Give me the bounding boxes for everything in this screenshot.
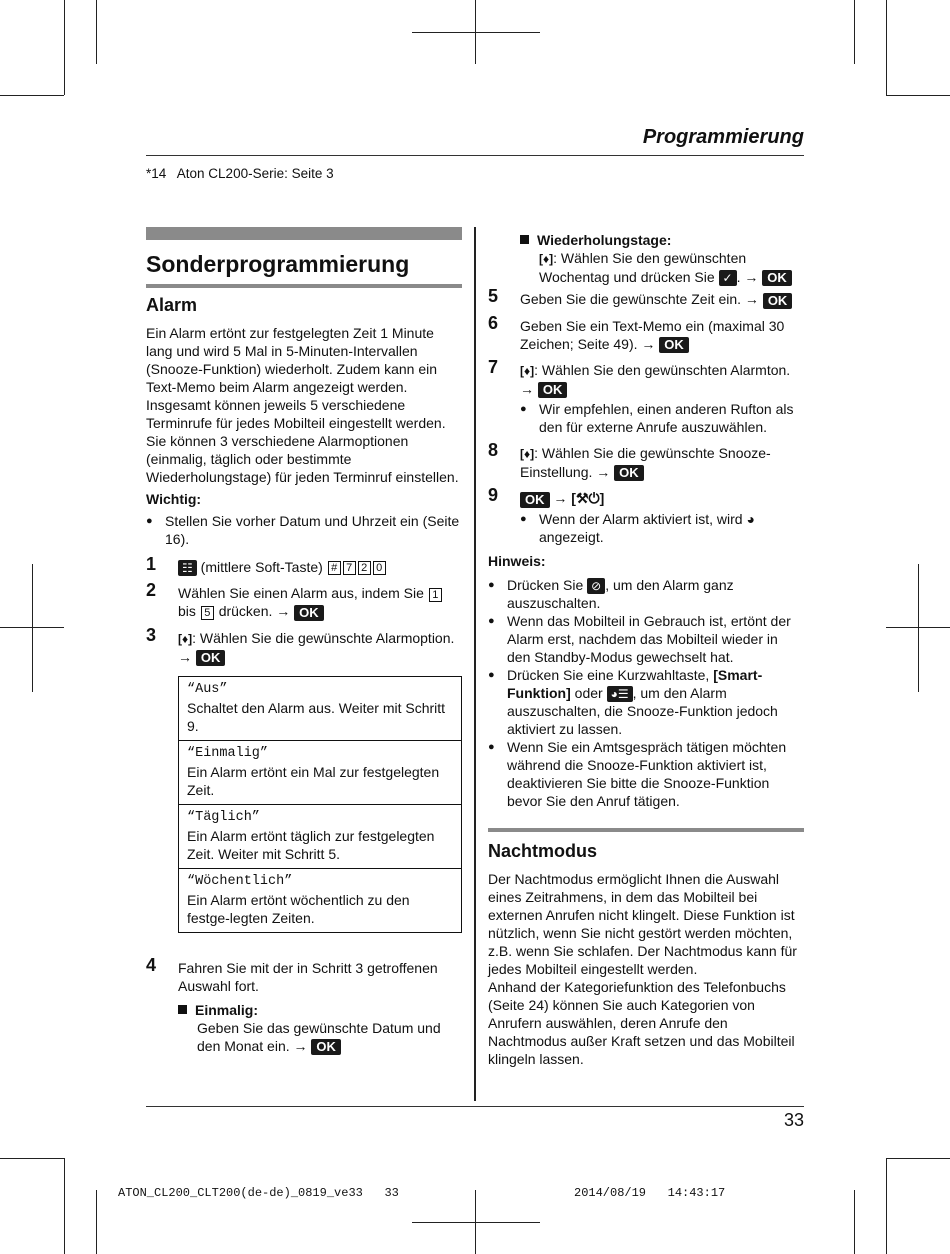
sub-option-label: Wiederholungstage: <box>520 231 804 249</box>
ok-icon: OK <box>196 650 226 666</box>
alarm-intro: Ein Alarm ertönt zur festgelegten Zeit 1 Minute lang und wird 5 Mal in 5-Minuten-Intervallen (Snooze-Funktion) wiederholt. Zudem kann ein Text-Memo beim Alarm angezeigt werden. Insgesamt können jeweils 5 verschiedene Terminrufe für jedes Mobilteil eingestellt werden. Sie können 3 verschiedene Alarmoptionen (einmalig, täglich oder bestimmte Wiederholungstage) für jeden Terminruf einstellen. <box>146 325 459 485</box>
crop-mark <box>475 0 476 64</box>
crop-mark <box>475 1190 476 1254</box>
step-6 <box>488 312 804 353</box>
step-text: : Wählen Sie die gewünschte Snooze-Einstellung. → <box>520 445 771 481</box>
key-1: 1 <box>429 588 442 602</box>
crop-mark <box>886 95 950 96</box>
repeat-days-block <box>488 231 804 286</box>
crop-mark <box>886 0 887 95</box>
column-divider <box>474 227 476 1101</box>
option-name: “Einmalig” <box>187 745 269 761</box>
navigator-icon: [♦] <box>178 631 193 646</box>
alarm-options-table <box>178 676 462 933</box>
step-7 <box>488 356 804 436</box>
ok-icon: OK <box>311 1039 341 1055</box>
step-number: 3 <box>146 624 157 645</box>
night-mode-text: Anhand der Kategoriefunktion des Telefonbuchs (Seite 24) können Sie auch Kategorien von Anrufern auswählen, deren Anrufe den Nachtmodus außer Kraft setzen und das Mobilteil klingeln lassen. <box>488 979 795 1068</box>
key-0: 0 <box>373 561 386 575</box>
sub-option-text: Geben Sie das gewünschte Datum und den Monat ein. → OK <box>197 1019 441 1055</box>
section-rule <box>146 284 462 288</box>
key-hash: # <box>328 561 341 575</box>
step-2 <box>146 580 462 620</box>
arrow: → <box>178 648 192 665</box>
note-item: ● Drücken Sie eine Kurzwahltaste, [Smart-Funktion] oder ◕☰ , um den Alarm auszuschalten, die Snooze-Funktion jedoch aktiviert zu lassen. <box>488 666 804 738</box>
step-number: 5 <box>488 286 499 307</box>
ok-icon: OK <box>763 293 793 309</box>
step-number: 1 <box>146 554 157 574</box>
crop-mark <box>918 564 919 692</box>
step-3 <box>146 624 462 666</box>
step-9 <box>488 485 804 545</box>
option-name: “Aus” <box>187 681 228 697</box>
step-5 <box>488 286 804 308</box>
header-rule <box>146 155 804 156</box>
alarm-off-icon: ⚒⏻ <box>575 490 600 507</box>
page-number: 33 <box>783 1110 804 1130</box>
step-text: : Wählen Sie den gewünschten Alarmton. <box>534 361 791 378</box>
print-file-info: ATON_CL200_CLT200(de-de)_0819_ve33 33 <box>118 1186 399 1200</box>
right-column <box>488 231 804 1068</box>
subsection-title: Alarm <box>146 295 198 315</box>
sub-option-text: [♦]: Wählen Sie den gewünschten Wochentag und drücken Sie ✓ . → OK <box>520 249 804 286</box>
step-bullet: ● Wir empfehlen, einen anderen Rufton als den für externe Anrufe auszuwählen. <box>520 400 804 436</box>
crop-mark <box>96 0 97 64</box>
navigator-icon: [♦] <box>539 252 554 266</box>
night-mode-text: Der Nachtmodus ermöglicht Ihnen die Auswahl eines Zeitrahmens, in dem das Mobilteil bei externen Anrufen nicht klingelt. Diese Funktion ist nützlich, wenn Sie nicht gestört werden möchten, z.B. wenn Sie schlafen. Der Nachtmodus kann für jedes Mobilteil eingestellt werden. <box>488 871 797 978</box>
left-column <box>146 227 462 1055</box>
arrow: → <box>553 490 568 507</box>
bracket: ] <box>599 490 605 507</box>
menu-icon: ☷ <box>178 560 197 576</box>
notes-label: Hinweis: <box>488 552 546 569</box>
section-bar <box>488 828 804 832</box>
step-4 <box>146 954 462 1055</box>
section-bar <box>146 227 462 240</box>
step-number: 6 <box>488 312 499 333</box>
step-number: 2 <box>146 580 157 601</box>
ok-icon: OK <box>659 337 689 353</box>
step-8 <box>488 440 804 481</box>
step-text: bis <box>178 603 196 620</box>
crop-mark <box>0 1158 64 1159</box>
navigator-icon: [♦] <box>520 447 535 462</box>
option-name: “Wöchentlich” <box>187 873 293 889</box>
crop-mark <box>32 564 33 692</box>
ok-icon: OK <box>520 492 550 508</box>
step-text: drücken. → <box>218 603 291 620</box>
step-number: 4 <box>146 954 157 975</box>
footer-rule <box>146 1106 804 1107</box>
step-text: Wählen Sie einen Alarm aus, indem Sie <box>178 585 424 602</box>
ok-icon: OK <box>614 465 644 481</box>
crop-mark <box>412 32 540 33</box>
option-desc: Ein Alarm ertönt wöchentlich zu den festge-legten Zeiten. <box>187 891 410 926</box>
ok-icon: OK <box>538 382 568 398</box>
option-row <box>179 869 461 932</box>
option-desc: Ein Alarm ertönt ein Mal zur festgelegten Zeit. <box>187 763 440 798</box>
option-row <box>179 741 461 805</box>
footnote: *14 Aton CL200-Serie: Seite 3 <box>146 166 334 181</box>
crop-mark <box>854 0 855 64</box>
step-text: Geben Sie ein Text-Memo ein (maximal 30 Zeichen; Seite 49). → <box>520 317 785 352</box>
step-number: 9 <box>488 485 499 506</box>
option-row <box>179 677 461 741</box>
subsection-title: Nachtmodus <box>488 841 598 862</box>
section-title: Sonderprogrammierung <box>146 251 410 277</box>
crop-mark <box>64 1158 65 1254</box>
navigator-icon: [♦] <box>520 363 535 378</box>
option-desc: Ein Alarm ertönt täglich zur festgelegten Zeit. Weiter mit Schritt 5. <box>187 827 435 862</box>
crop-mark <box>854 1190 855 1254</box>
bracket: [ <box>571 490 576 507</box>
option-row <box>179 805 461 869</box>
square-bullet <box>520 235 529 244</box>
note-item: ● Drücken Sie ⊘ , um den Alarm ganz auszuschalten. <box>488 576 804 612</box>
step-1 <box>146 554 462 576</box>
alarm-cancel-icon: ⊘ <box>587 578 605 594</box>
step-text: : Wählen Sie die gewünschte Alarmoption. <box>192 629 455 646</box>
step-text: (mittlere Soft-Taste) <box>200 559 323 575</box>
ok-icon: OK <box>762 270 792 286</box>
arrow: → <box>520 380 534 397</box>
checkmark-icon: ✓ <box>719 270 737 286</box>
sub-option-label: Einmalig: <box>178 1001 462 1019</box>
crop-mark <box>412 1222 540 1223</box>
key-5: 5 <box>201 606 214 620</box>
smart-function-icon: ◕☰ <box>607 686 633 702</box>
crop-mark <box>96 1190 97 1254</box>
option-name: “Täglich” <box>187 809 260 825</box>
step-number: 8 <box>488 440 499 461</box>
key-7: 7 <box>343 561 356 575</box>
step-text: Geben Sie die gewünschte Zeit ein. → <box>520 291 759 308</box>
important-label: Wichtig: <box>146 491 202 507</box>
step-text: Fahren Sie mit der in Schritt 3 getroffenen Auswahl fort. <box>178 959 438 994</box>
step-bullet: ● Wenn der Alarm aktiviert ist, wird ◕ angezeigt. <box>520 510 804 546</box>
page-header-title: Programmierung <box>642 126 804 148</box>
crop-mark <box>64 0 65 95</box>
key-2: 2 <box>358 561 371 575</box>
ok-icon: OK <box>294 605 324 621</box>
note-item: ● Wenn Sie ein Amtsgespräch tätigen möchten während die Snooze-Funktion aktiviert ist, deaktivieren Sie bitte die Snooze-Funktion bevor Sie den Anruf tätigen. <box>488 738 804 810</box>
step-number: 7 <box>488 356 499 377</box>
print-date-info: 2014/08/19 14:43:17 <box>574 1186 726 1200</box>
note-item: ● Wenn das Mobilteil in Gebrauch ist, ertönt der Alarm erst, nachdem das Mobilteil wieder in den Standby-Modus gewechselt hat. <box>488 612 804 666</box>
crop-mark <box>886 1158 950 1159</box>
crop-mark <box>0 95 64 96</box>
square-bullet <box>178 1005 187 1014</box>
important-bullet: ● Stellen Sie vorher Datum und Uhrzeit ein (Seite 16). <box>146 512 462 548</box>
option-desc: Schaltet den Alarm aus. Weiter mit Schritt 9. <box>187 699 446 734</box>
crop-mark <box>886 1158 887 1254</box>
